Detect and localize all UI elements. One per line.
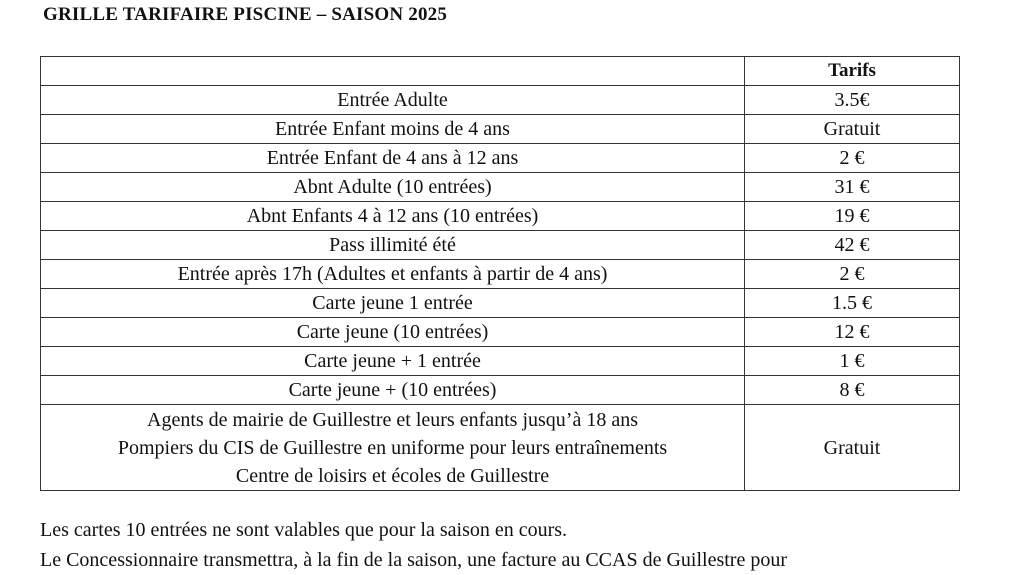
row-price: 8 € [745,376,960,405]
row-price: 31 € [745,173,960,202]
row-description: Pass illimité été [41,231,745,260]
row-description: Carte jeune (10 entrées) [41,318,745,347]
row-price: 2 € [745,144,960,173]
table-row [41,376,960,405]
table-row [41,173,960,202]
footer-note: Le Concessionnaire transmettra, à la fin de la saison, une facture au CCAS de Guillestre pour [40,549,787,571]
row-description: Entrée après 17h (Adultes et enfants à partir de 4 ans) [41,260,745,289]
row-description: Carte jeune 1 entrée [41,289,745,318]
free-group-line: Centre de loisirs et écoles de Guillestre [235,464,550,487]
row-description: Entrée Adulte [41,86,745,115]
description-column-header [41,57,745,86]
row-description: Abnt Enfants 4 à 12 ans (10 entrées) [41,202,745,231]
table-header-row [41,57,960,86]
row-price: Gratuit [745,115,960,144]
free-group-description [41,405,745,491]
row-description: Carte jeune + 1 entrée [41,347,745,376]
row-price: 19 € [745,202,960,231]
footer-notes [40,515,787,575]
table-row [41,318,960,347]
table-row [41,202,960,231]
free-group-price: Gratuit [745,405,960,491]
row-description: Carte jeune + (10 entrées) [41,376,745,405]
row-description: Entrée Enfant moins de 4 ans [41,115,745,144]
row-description: Entrée Enfant de 4 ans à 12 ans [41,144,745,173]
table-row [41,289,960,318]
table-row [41,347,960,376]
row-price: 1.5 € [745,289,960,318]
table-row [41,231,960,260]
price-table [40,56,960,491]
row-price: 12 € [745,318,960,347]
footer-note: Les cartes 10 entrées ne sont valables que pour la saison en cours. [40,519,568,541]
free-group-line: Pompiers du CIS de Guillestre en uniforme pour leurs entraînements [117,436,668,459]
table-row [41,144,960,173]
free-group-row [41,405,960,491]
document-title: GRILLE TARIFAIRE PISCINE – SAISON 2025 [43,4,448,25]
row-price: 1 € [745,347,960,376]
free-group-line: Agents de mairie de Guillestre et leurs enfants jusqu’à 18 ans [147,408,638,431]
table-row [41,86,960,115]
row-price: 2 € [745,260,960,289]
table-row [41,260,960,289]
row-description: Abnt Adulte (10 entrées) [41,173,745,202]
price-column-header: Tarifs [745,57,960,86]
row-price: 42 € [745,231,960,260]
table-row [41,115,960,144]
row-price: 3.5€ [745,86,960,115]
